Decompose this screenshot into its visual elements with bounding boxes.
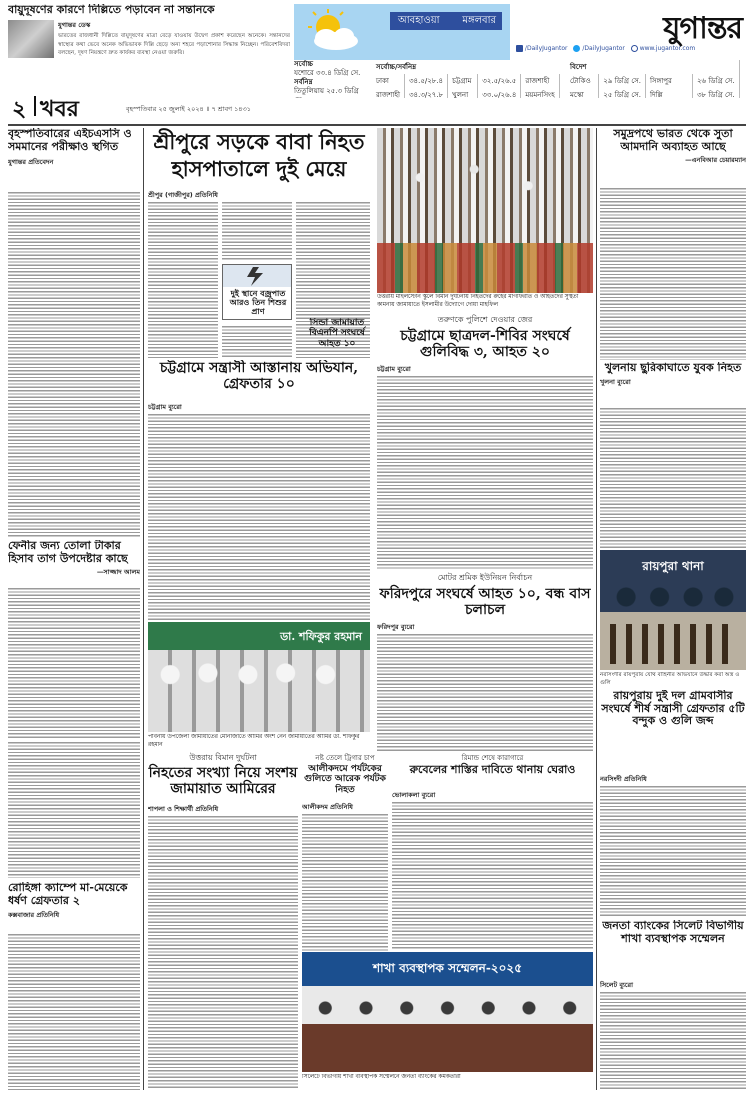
top-strip-headline: বায়ুদূষণের কারণে দিল্লিতে পড়াবেন না সন্তানকে	[8, 4, 215, 16]
kicker: উত্তরায় বিমান দুর্ঘটনা	[189, 753, 257, 762]
headline: নিহতের সংখ্যা নিয়ে সংশয় জামায়াত আমিরের	[148, 765, 298, 798]
page-header	[8, 92, 290, 122]
byline: —সাজ্জাদ আলম	[96, 568, 140, 577]
weather-world-cell: টোকিও	[566, 74, 599, 88]
weather-world-cell: দিল্লি	[645, 88, 692, 98]
byline: খুলনা ব্যুরো	[600, 377, 631, 386]
byline: —এনবিআর চেয়ারম্যান	[685, 156, 746, 165]
inset-headline: দুই স্থানে বজ্রপাত আরও তিন শিশুর প্রাণ	[229, 288, 287, 317]
article-body	[8, 586, 140, 740]
top-strip-photo	[8, 20, 54, 58]
page-number: ২	[12, 96, 27, 122]
byline: যুগান্তর প্রতিবেদন	[8, 158, 54, 167]
weather-world-cell: ৩৮ ডিগ্রি সে.	[693, 88, 740, 98]
headline: ফেনীর জন্য তোলা টাকার হিসাব তাগ উপদেষ্টার কাছে	[8, 540, 128, 565]
headline: চট্টগ্রামে সন্ত্রাসী আস্তানায় অভিযান, গ্রেফতার ১০	[159, 360, 359, 393]
article-hsc-postponed	[8, 128, 140, 538]
article-ctg-raid	[148, 360, 370, 620]
article-body	[600, 990, 746, 1090]
weather-world-cell: ২৫ ডিগ্রি সে.	[599, 88, 646, 98]
article-feni-fund	[8, 540, 140, 740]
article-body	[8, 932, 140, 1090]
photo-banner-text: ডা. শফিকুর রহমান	[280, 630, 362, 643]
photo-banner-text: রায়পুরা থানা	[642, 559, 704, 573]
page-date: বৃহস্পতিবার ২৫ জুলাই ২০২৪ ॥ ৭ শ্রাবণ ১৪৩১	[126, 105, 251, 113]
headline: সমুদ্রপথে ভারত থেকে সুতা আমদানি অব্যাহত আছে	[613, 128, 733, 153]
caption-bank-conference: সিলেটে বিভাগীয় শাখা ব্যবস্থাপক সম্মেলনে জনতা ব্যাংকের কর্মকর্তারা	[302, 1074, 461, 1080]
headline: চট্টগ্রামে ছাত্রদল-শিবির সংঘর্ষে গুলিবিদ্ধ ৩, আহত ২০	[400, 328, 570, 361]
photo-banner-text: শাখা ব্যবস্থাপক সম্মেলন-২০২৫	[372, 961, 523, 975]
photo-jamaat-leaders	[148, 622, 370, 732]
article-khulna	[600, 362, 746, 548]
article-body	[377, 374, 593, 569]
kicker-headline: সিন্ডা জামায়াত বিএনপি সংঘর্ষে আহত ১০	[309, 318, 365, 349]
article-body	[222, 200, 292, 260]
article-body	[148, 412, 370, 620]
twitter-link[interactable]: /DailyJugantor	[582, 45, 625, 52]
weather-city-cell: ময়মনসিংহ	[521, 88, 559, 98]
headline: আলীকদমে পর্যটকের গুলিতে আরেক পর্যটক নিহত	[304, 764, 386, 795]
weather-world-row	[566, 74, 739, 88]
article-uttara	[148, 752, 298, 1090]
article-body	[148, 200, 218, 358]
weather-world-cell: ২৬ ডিগ্রি সে.	[693, 74, 740, 88]
byline: শ্রীপুর (গাজীপুর) প্রতিনিধি	[148, 191, 218, 199]
logo: যুগান্তর	[663, 11, 742, 46]
byline: আলীকদম প্রতিনিধি	[302, 803, 353, 811]
headline: রোহিঙ্গা ক্যাম্পে মা-মেয়েকে ধর্ষণ গ্রেফতার ২	[8, 882, 128, 907]
weather-world-row	[566, 88, 739, 98]
top-strip	[8, 4, 290, 60]
caption-jamaat-leaders: পাবনায় উপজেলা জামায়াতের মোনাজাতে আমির অংশ নেন জামায়াতের আমির ডা. শফিকুর রহমান	[148, 734, 360, 748]
article-body	[392, 800, 593, 950]
article-rubel	[392, 752, 593, 950]
photo-doa-mahfil	[377, 128, 593, 293]
article-yarn-import	[600, 128, 746, 360]
weather-city-cell: ৩৩.০/২৬.৪	[478, 88, 521, 98]
weather-city-cell: চট্টগ্রাম	[448, 74, 478, 88]
article-body	[600, 186, 746, 360]
article-body	[222, 324, 292, 358]
article-body	[8, 190, 140, 538]
kicker: রিমান্ড শেষে কারাগারে	[461, 754, 524, 762]
article-janata-bank	[600, 920, 746, 1090]
headline: বৃহস্পতিবারের এইচএসসি ও সমমানের পরীক্ষাও স্থগিত	[8, 128, 132, 153]
headline: শ্রীপুরে সড়কে বাবা নিহত হাসপাতালে দুই মেয়ে	[153, 129, 365, 182]
max-temp-label: সর্বোচ্চ	[294, 60, 313, 68]
weather-city-cell	[559, 74, 562, 88]
article-raipura	[600, 690, 746, 916]
article-body	[148, 814, 298, 1090]
byline: শাপলা ও শিক্ষার্থী প্রতিনিধি	[148, 805, 219, 813]
weather-city-row	[372, 88, 562, 98]
facebook-icon	[516, 45, 523, 52]
byline: কক্সবাজার প্রতিনিধি	[8, 911, 60, 920]
byline: নরসিংদী প্রতিনিধি	[600, 775, 647, 783]
facebook-link[interactable]: /DailyJugantor	[524, 45, 568, 52]
masthead	[516, 2, 746, 62]
lightning-icon	[223, 265, 292, 287]
byline: সিলেট ব্যুরো	[600, 981, 633, 989]
weather-world-table	[566, 60, 740, 98]
weather-city-cell: ৩৪.৩/২৭.৮	[405, 88, 448, 98]
article-sinda-kicker	[298, 318, 376, 360]
lightning-inset	[222, 264, 292, 320]
article-rohingya	[8, 882, 140, 1090]
article-body-continued	[8, 740, 140, 878]
weather-city-header: সর্বোচ্চ/সর্বনিম্ন	[372, 60, 562, 74]
weather-label: আবহাওয়া	[398, 15, 440, 26]
top-strip-source: যুগান্তর ডেস্ক	[58, 21, 91, 29]
weather-stats	[294, 60, 746, 98]
weather-world-cell: ২৯ ডিগ্রি সে.	[599, 74, 646, 88]
weather-city-cell: খুলনা	[448, 88, 478, 98]
weather-city-cell: রাজশাহী	[372, 88, 405, 98]
min-temp-value: তিতুলিয়ায় ২৫.৩ ডিগ্রি	[294, 87, 359, 96]
headline: খুলনায় ছুরিকাঘাতে যুবক নিহত	[604, 362, 742, 374]
weather-world-cell: সিঙ্গাপুর	[645, 74, 692, 88]
kicker: নষ্ট তেলে ট্রিগার চাপ	[315, 754, 375, 762]
max-temp-value: যশোরে ৩৩.৪ ডিগ্রি সে.	[294, 69, 361, 78]
kicker: মোটর শ্রমিক ইউনিয়ন নির্বাচন	[437, 573, 533, 582]
byline: চট্টগ্রাম ব্যুরো	[377, 365, 411, 373]
min-temp-label: সর্বনিম্ন	[294, 78, 313, 87]
weather-day: মঙ্গলবার	[462, 15, 496, 26]
article-ctg-clash	[377, 314, 593, 569]
photo-bank-conference	[302, 952, 593, 1072]
article-faridpur	[377, 572, 593, 752]
weather-box	[294, 4, 510, 60]
caption-raipura-arms: নরসিংদীর রায়পুরায় যৌথ বাহিনীর অভিযানে উদ্ধার করা অস্ত্র ও গুলি	[600, 672, 740, 686]
caption-doa-mahfil: উত্তরায় মাইলস্টোন স্কুলে বিমান দুর্ঘটনায় নিহতদের রুহের মাগফিরাত ও আহতদের সুস্থতা কামনায় জামায়াতে ইসলামীর উদ্যোগে দোয়া মাহফিল	[377, 294, 579, 308]
globe-icon	[631, 45, 638, 52]
headline: জনতা ব্যাংকের সিলেট বিভাগীয় শাখা ব্যবস্থাপক সম্মেলন	[602, 920, 744, 945]
weather-city-cell: ঢাকা	[372, 74, 405, 88]
weather-city-cell: ৩২.৫/২৬.৫	[478, 74, 521, 88]
weather-world-cell: মস্কো	[566, 88, 599, 98]
byline: ভোলাকলা ব্যুরো	[392, 791, 436, 799]
headline: ফরিদপুরে সংঘর্ষে আহত ১০, বন্ধ বাস চলাচল	[379, 586, 591, 619]
sun-cloud-icon	[298, 7, 368, 57]
article-body	[377, 632, 593, 752]
weather-city-row	[372, 74, 562, 88]
weather-city-table	[372, 60, 562, 98]
photo-raipura-arms	[600, 550, 746, 670]
byline: ফরিদপুর ব্যুরো	[377, 623, 415, 631]
article-body	[600, 406, 746, 548]
weather-city-cell: ৩৪.৫/২৮.৪	[405, 74, 448, 88]
byline: চট্টগ্রাম ব্যুরো	[148, 403, 182, 411]
weather-city-cell	[559, 88, 562, 98]
weather-world-header: বিদেশ	[566, 60, 739, 74]
article-body	[600, 784, 746, 916]
headline: রুবেলের শাস্তির দাবিতে থানায় ঘেরাও	[409, 763, 576, 776]
top-strip-body: ভারতের রাজধানী দিল্লিতে বায়ুদূষণের মাত্রা বেড়ে যাওয়ায় উদ্বেগ প্রকাশ করেছেন অনেকে। সন্তানদের স্বাস্থ্যের কথা ভেবে অনেক অভিভাবক দিল্লি ছেড়ে অন্য শহরে পড়াশোনার সিদ্ধান্ত নিচ্ছেন। পরিবেশবিদরা বলছেন, দূষণ নিয়ন্ত্রণে দ্রুত কার্যকর ব্যবস্থা নেওয়া জরুরি।	[58, 33, 290, 57]
headline: রায়পুরায় দুই দল গ্রামবাসীর সংঘর্ষে শীর্ষ সন্ত্রাসী গ্রেফতার ৫টি বন্দুক ও গুলি জব্দ	[601, 690, 745, 728]
kicker: তরুণকে পুলিশে দেওয়ার জের	[437, 315, 533, 324]
twitter-icon	[573, 45, 580, 52]
weather-city-cell: রাজশাহী	[521, 74, 559, 88]
web-link[interactable]: www.jugantor.com	[639, 45, 696, 52]
section-name: খবর	[40, 96, 79, 122]
